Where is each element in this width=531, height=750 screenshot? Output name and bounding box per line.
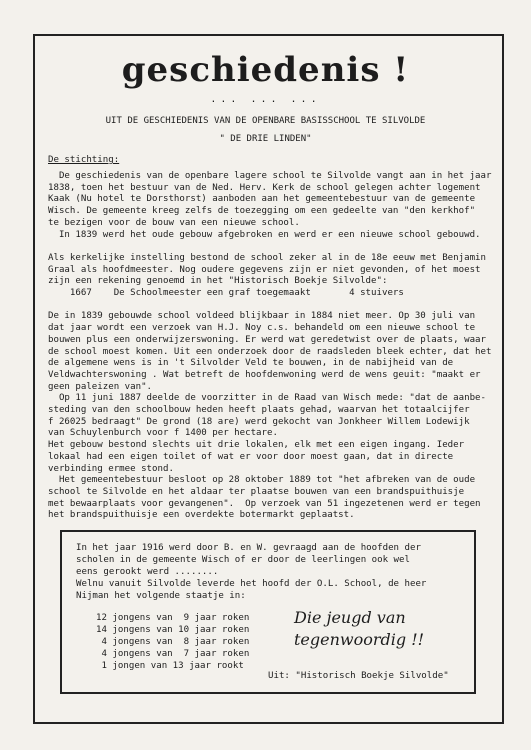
body-line: te bezigen voor de bouw van een nieuwe school. (48, 217, 300, 228)
section-heading: De stichting: (48, 155, 120, 165)
body-line: Veldwachterswoning . Wat betreft de hoofdenwoning werd de wens geuit: "maakt er (48, 369, 481, 380)
body-line: geen paleizen van". (48, 381, 153, 392)
source-citation: Uit: "Historisch Boekje Silvolde" (268, 671, 449, 681)
stat-row: 12 jongens van 9 jaar roken (96, 613, 250, 623)
handwritten-note-2: tegenwoordig !! (294, 630, 425, 649)
body-line: De geschiedenis van de openbare lagere school te Silvolde vangt aan in het jaar (48, 171, 492, 181)
box-line: Welnu vanuit Silvolde leverde het hoofd der O.L. School, de heer (76, 579, 427, 589)
body-line: bouwen plus een onderwijzerswoning. Er werd wat geredetwist over de plaats, waar (48, 334, 486, 345)
handwritten-note-1: Die jeugd van (294, 608, 406, 627)
stat-row: 1 jongen van 13 jaar rookt (96, 661, 244, 671)
body-line: de algemene wens is in 't Silvolder Veld te bouwen, in de nabijheid van de (48, 358, 454, 369)
body-line: steding van den schoolbouw heden heeft plaats gehad, waarvan het totaalcijfer (48, 405, 470, 415)
body-line: van Schuylenburch voor f 1400 per hectare. (48, 428, 278, 439)
body-line: Als kerkelijke instelling bestond de school zeker al in de 18e eeuw met Benjamin (48, 252, 486, 263)
stat-row: 4 jongens van 8 jaar roken (96, 637, 250, 647)
body-line: Graal als hoofdmeester. Nog oudere gegevens zijn er niet gevonden, of het moest (48, 264, 481, 275)
title-ornament: ... ... ... (210, 94, 321, 105)
body-line: Op 11 juni 1887 deelde de voorzitter in de Raad van Wisch mede: "dat de aanbe- (48, 393, 486, 404)
body-line: dat jaar wordt een verzoek van H.J. Noy c.s. behandeld om een nieuwe school te (48, 323, 476, 334)
body-line: het brandspuithuisje een overdekte botermarkt geplaatst. (48, 510, 355, 521)
body-line: lokaal had een eigen toilet of wat er voor door moest gaan, dat in directe (48, 451, 454, 462)
body-line: 1667 De Schoolmeester een graf toegemaakt 4 stuivers (48, 288, 404, 298)
school-name: " DE DRIE LINDEN" (219, 134, 312, 144)
subtitle: UIT DE GESCHIEDENIS VAN DE OPENBARE BASISSCHOOL TE SILVOLDE (105, 116, 426, 126)
body-line: De in 1839 gebouwde school voldeed blijkbaar in 1884 niet meer. Op 30 juli van (48, 311, 476, 322)
body-line: de school moest komen. Uit een onderzoek door de raadsleden bleek echter, dat het (48, 346, 492, 357)
box-line: Nijman het volgende staatje in: (76, 591, 246, 601)
body-line: In 1839 werd het oude gebouw afgebroken en werd er een nieuwe school gebouwd. (48, 229, 481, 240)
stat-row: 4 jongens van 7 jaar roken (96, 649, 250, 659)
box-line: In het jaar 1916 werd door B. en W. gevraagd aan de hoofden der (76, 543, 421, 553)
page-title: geschiedenis ! (121, 50, 410, 90)
smoking-note-box (60, 530, 476, 694)
body-line: Het gemeentebestuur besloot op 28 oktober 1889 tot "het afbreken van de oude (48, 475, 476, 486)
body-line: Het gebouw bestond slechts uit drie lokalen, elk met een eigen ingang. Ieder (48, 440, 465, 451)
body-line: Kaak (Nu hotel te Dorsthorst) aanboden aan het gemeentebestuur van de gemeente (48, 194, 476, 205)
body-line: verbinding ermee stond. (48, 463, 174, 474)
body-line: Wisch. De gemeente kreeg zelfs de toezegging om een gedeelte van "den kerkhof" (48, 206, 476, 217)
body-line: zijn een rekening genoemd in het "Historisch Boekje Silvolde": (48, 276, 388, 287)
body-line: 1838, toen het bestuur van de Ned. Herv. Kerk de school gelegen achter logement (48, 182, 481, 193)
body-line: met bewaarplaats voor gevangenen". Op verzoek van 51 ingezetenen werd er tegen (48, 498, 481, 509)
box-line: eens gerookt werd ........ (76, 567, 219, 577)
stat-row: 14 jongens van 10 jaar roken (96, 625, 250, 635)
box-line: scholen in de gemeente Wisch of er door de leerlingen ook wel (76, 555, 410, 565)
body-line: school te Silvolde en het aldaar ter plaatse bouwen van een brandspuithuisje (48, 486, 465, 497)
body-line: f 26025 bedraagt" De grond (18 are) werd gekocht van Jonkheer Willem Lodewijk (48, 416, 470, 427)
